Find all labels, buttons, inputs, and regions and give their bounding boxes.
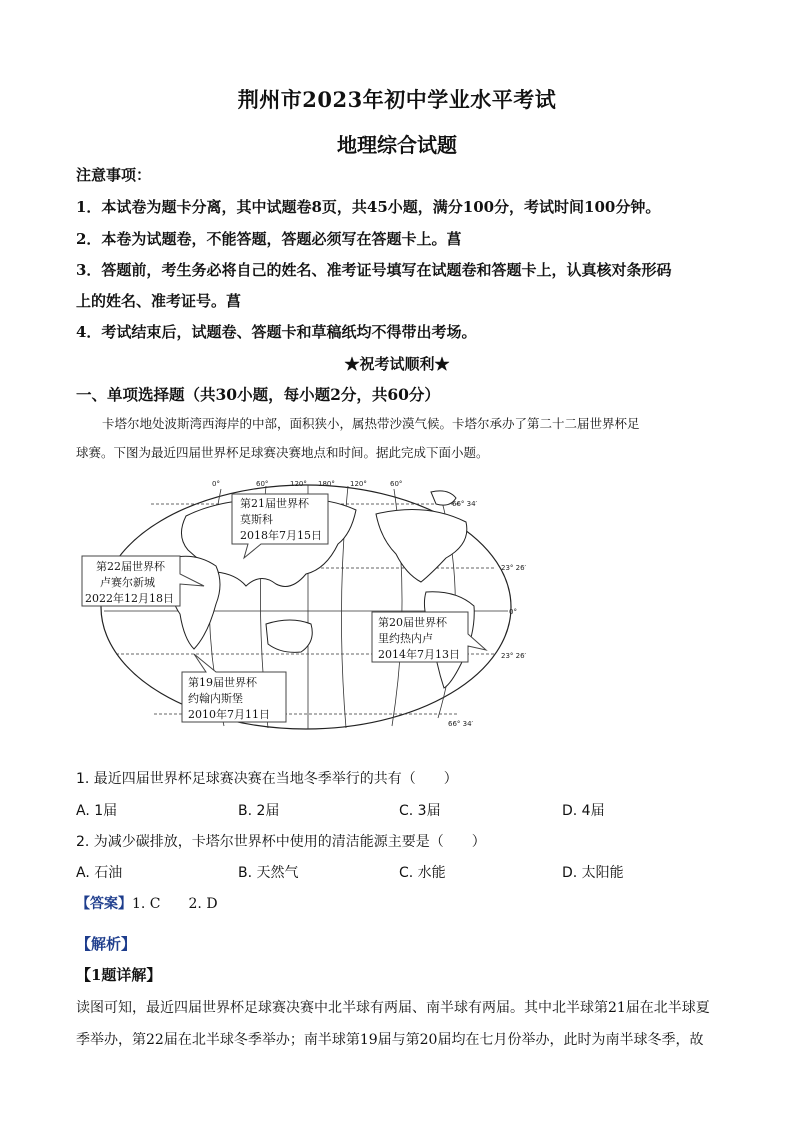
svg-text:莫斯科: 莫斯科 — [240, 513, 273, 526]
lat-label: 66° 34′ — [452, 500, 478, 508]
question-1-option-d: D. 4届 — [562, 803, 605, 819]
answer-line — [76, 893, 218, 913]
svg-text:2014年7月13日: 2014年7月13日 — [378, 648, 460, 661]
australia — [266, 620, 312, 652]
svg-text:第21届世界杯: 第21届世界杯 — [240, 497, 309, 510]
answer-label: 【答案】 — [76, 896, 132, 912]
exam-subtitle: 地理综合试题 — [337, 133, 457, 157]
section-heading: 一、单项选择题（共30小题，每小题2分，共60分） — [76, 385, 440, 404]
question-2-option-b: B. 天然气 — [238, 865, 299, 881]
svg-text:第19届世界杯: 第19届世界杯 — [188, 676, 257, 689]
notice-item: 4．考试结束后，试题卷、答题卡和草稿纸均不得带出考场。 — [76, 323, 477, 341]
lat-label: 23° 26′ — [501, 652, 526, 660]
notice-item: 1．本试卷为题卡分离，其中试题卷8页，共45小题，满分100分，考试时间100分钟。 — [76, 198, 661, 216]
world-map-figure — [76, 474, 526, 736]
lon-label: 60° — [256, 480, 269, 488]
svg-text:第22届世界杯: 第22届世界杯 — [96, 560, 165, 573]
intro-paragraph-cont: 球赛。下图为最近四届世界杯足球赛决赛地点和时间。据此完成下面小题。 — [76, 445, 489, 460]
svg-text:2010年7月11日: 2010年7月11日 — [188, 708, 270, 721]
question-1-stem: 1. 最近四届世界杯足球赛决赛在当地冬季举行的共有（ ） — [76, 771, 458, 787]
svg-text:里约热内卢: 里约热内卢 — [378, 632, 433, 645]
blessing-text: ★祝考试顺利★ — [344, 355, 450, 373]
lon-label: 180° — [318, 480, 335, 488]
question-1-option-b: B. 2届 — [238, 803, 280, 819]
question-2-option-a: A. 石油 — [76, 865, 123, 881]
question-2-option-d: D. 太阳能 — [562, 865, 624, 881]
svg-text:约翰内斯堡: 约翰内斯堡 — [188, 692, 243, 705]
detail-label: 【1题详解】 — [76, 966, 162, 984]
answer-text: 1. C 2. D — [132, 896, 218, 912]
intro-paragraph: 卡塔尔地处波斯湾西海岸的中部，面积狭小，属热带沙漠气候。卡塔尔承办了第二十二届世界杯足 — [102, 416, 640, 431]
notice-item: 上的姓名、准考证号。菖 — [76, 292, 242, 310]
question-1-option-a: A. 1届 — [76, 803, 118, 819]
svg-text:2022年12月18日: 2022年12月18日 — [85, 592, 174, 605]
lon-label: 0° — [212, 480, 220, 488]
lon-label: 120° — [350, 480, 367, 488]
svg-text:2018年7月15日: 2018年7月15日 — [240, 529, 322, 542]
lat-label: 23° 26′ — [501, 564, 526, 572]
question-1-option-c: C. 3届 — [399, 803, 441, 819]
lat-label: 0° — [509, 608, 517, 616]
question-2-stem: 2. 为减少碳排放，卡塔尔世界杯中使用的清洁能源主要是（ ） — [76, 834, 486, 850]
lat-label: 66° 34′ — [448, 720, 474, 728]
exam-title: 荆州市2023年初中学业水平考试 — [237, 87, 557, 112]
analysis-text-cont: 季举办，第22届在北半球冬季举办；南半球第19届与第20届均在七月份举办，此时为南半球冬季，故 — [76, 1032, 704, 1048]
svg-text:卢赛尔新城: 卢赛尔新城 — [100, 576, 155, 589]
analysis-label: 【解析】 — [76, 935, 137, 953]
lon-label: 120° — [290, 480, 307, 488]
question-2-option-c: C. 水能 — [399, 865, 446, 881]
notice-heading: 注意事项： — [76, 166, 152, 184]
lon-label: 60° — [390, 480, 403, 488]
world-map — [76, 474, 526, 736]
notice-item: 3．答题前，考生务必将自己的姓名、准考证号填写在试题卷和答题卡上，认真核对条形码 — [76, 261, 672, 279]
analysis-text: 读图可知，最近四届世界杯足球赛决赛中北半球有两届、南半球有两届。其中北半球第21届在北半球夏 — [76, 1000, 710, 1016]
svg-text:第20届世界杯: 第20届世界杯 — [378, 616, 447, 629]
notice-item: 2．本卷为试题卷，不能答题，答题必须写在答题卡上。菖 — [76, 230, 462, 248]
